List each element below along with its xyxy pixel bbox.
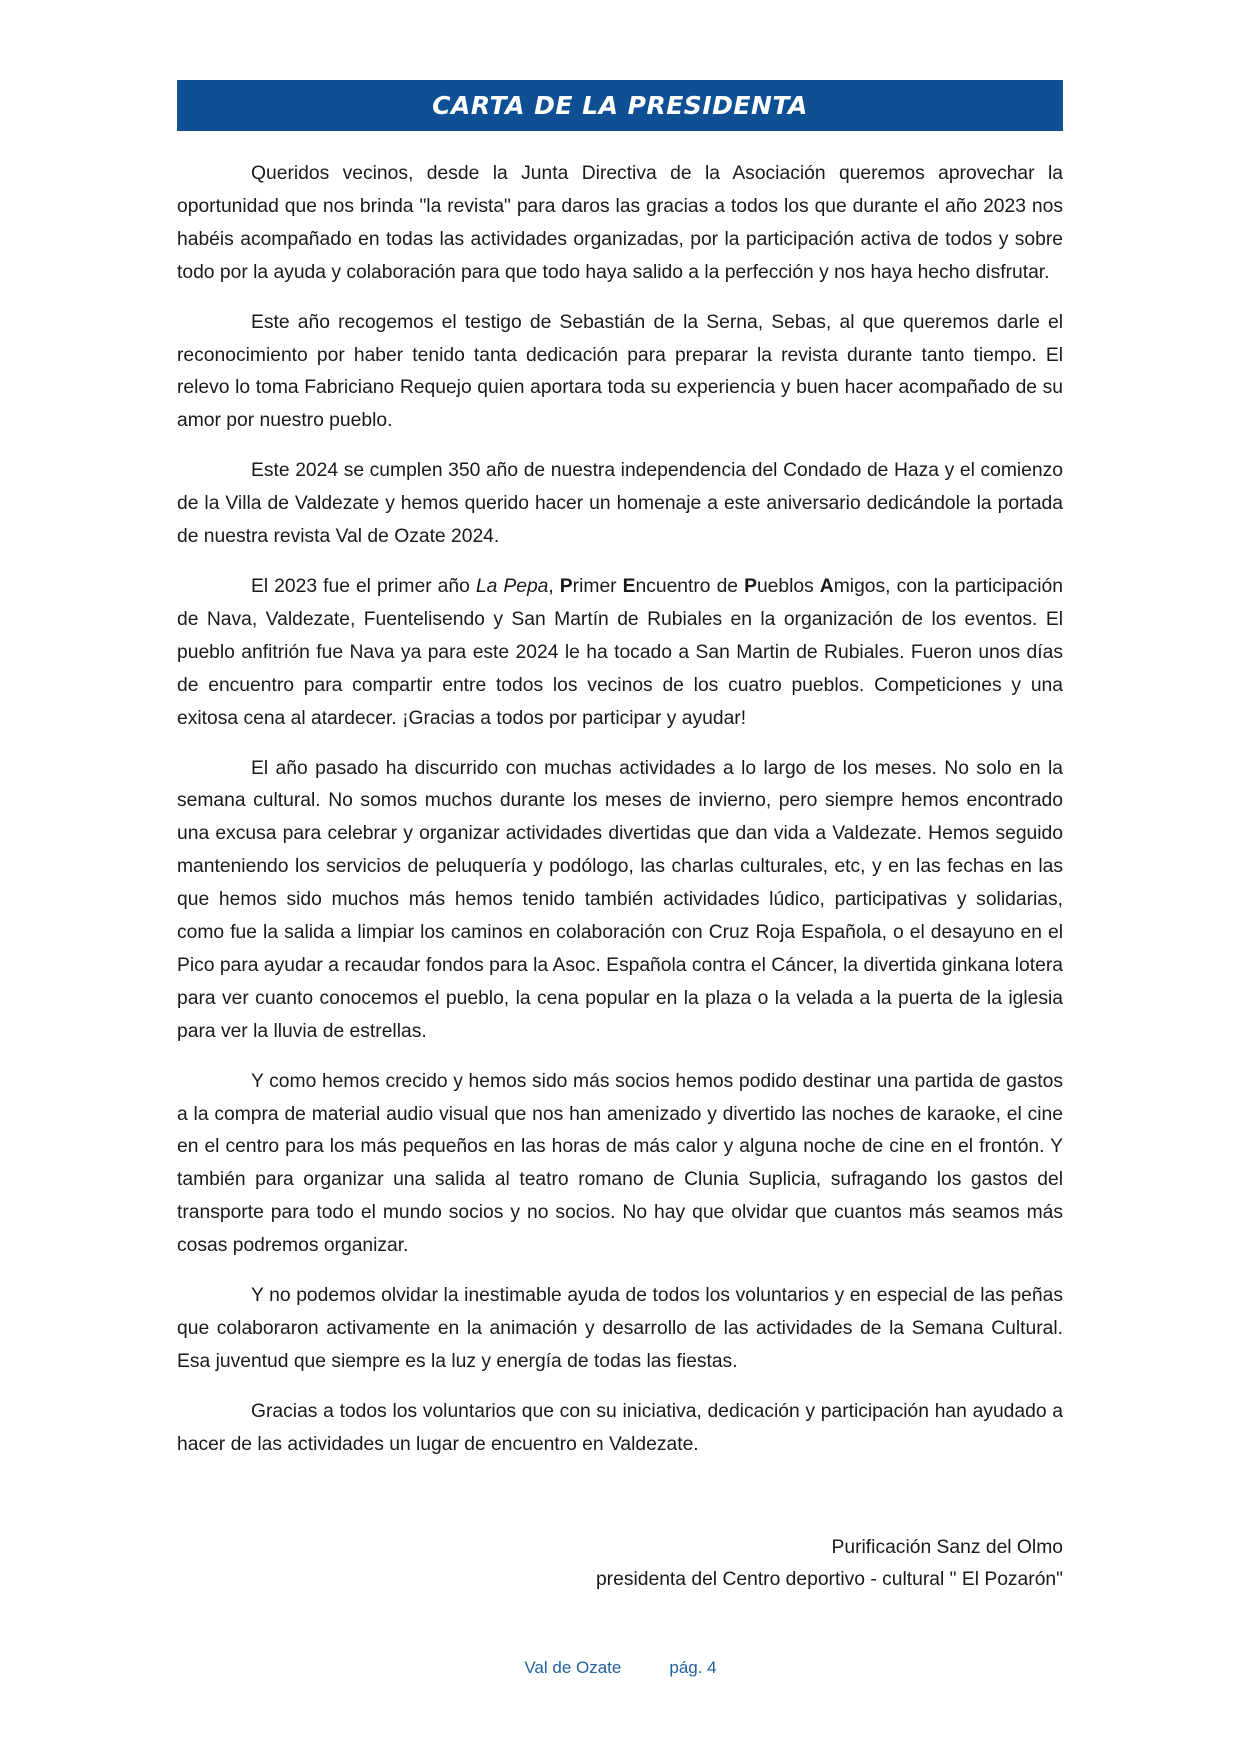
paragraph-5: El año pasado ha discurrido con muchas actividades a lo largo de los meses. No solo en la semana cultural. No somos muchos durante los meses de invierno, pero siempre hemos encontrado una excusa para celebrar y organizar actividades divertidas que dan vida a Valdezate. Hemos seguido manteniendo los servicios de peluquería y podólogo, las charlas culturales, etc, y en las fechas en las que hemos sido muchos más hemos tenido también actividades lúdico, participativas y solidarias, como fue la salida a limpiar los caminos en colaboración con Cruz Roja Española, o el desayuno en el Pico para ayudar a recaudar fondos para la Asoc. Española contra el Cáncer, la divertida ginkana lotera para ver cuanto conocemos el pueblo, la cena popular en la plaza o la velada a la puerta de la iglesia para ver la lluvia de estrellas. [177, 757, 1063, 1042]
letter-body [177, 158, 1063, 1479]
acronym-letter-a: A [819, 575, 834, 597]
pepa-intro: El 2023 fue el primer año [251, 575, 476, 597]
pepa-name: La Pepa [475, 575, 549, 597]
page-title: CARTA DE LA PRESIDENTA [432, 91, 808, 120]
paragraph-3: Este 2024 se cumplen 350 año de nuestra independencia del Condado de Haza y el comienzo de la Villa de Valdezate y hemos querido hacer un homenaje a este aniversario dedicándole la portada de nuestra revista Val de Ozate 2024. [177, 460, 1063, 548]
paragraph-7: Y no podemos olvidar la inestimable ayuda de todos los voluntarios y en especial de las peñas que colaboraron activamente en la animación y desarrollo de las actividades de la Semana Cultural. Esa juventud que siempre es la luz y energía de todas las fiestas. [177, 1285, 1063, 1372]
page-footer [0, 1658, 1241, 1678]
footer-page-number: pág. 4 [669, 1658, 717, 1677]
pepa-comma: , [548, 575, 560, 597]
paragraph-1: Queridos vecinos, desde la Junta Directiva de la Asociación queremos aprovechar la oportunidad que nos brinda "la revista" para daros las gracias a todos los que durante el año 2023 nos habéis acompañado en todas las actividades organizadas, por la participación activa de todos y sobre todo por la ayuda y colaboración para que todo haya salido a la perfección y nos haya hecho disfrutar. [177, 163, 1063, 283]
paragraph-6: Y como hemos crecido y hemos sido más socios hemos podido destinar una partida de gastos a la compra de material audio visual que nos han amenizado y divertido las noches de karaoke, el cine en el centro para los más pequeños en las horas de más calor y alguna noche de cine en el frontón. Y también para organizar una salida al teatro romano de Clunia Suplicia, sufragando los gastos del transporte para todo el mundo socios y no socios. No hay que olvidar que cuantos más seamos más cosas podremos organizar. [177, 1070, 1063, 1257]
paragraph-4 [177, 571, 1063, 736]
title-banner [177, 80, 1063, 131]
paragraph-2: Este año recogemos el testigo de Sebastián de la Serna, Sebas, al que queremos darle el reconocimiento por haber tenido tanta dedicación para preparar la revista durante tanto tiempo. El relevo lo toma Fabriciano Requejo quien aportara toda su experiencia y buen hacer acompañado de su amor por nuestro pueblo. [177, 311, 1063, 432]
acronym-letter-p: P [559, 575, 573, 597]
acronym-letter-pu: P [744, 575, 757, 597]
footer-magazine-name: Val de Ozate [524, 1658, 622, 1677]
paragraph-8: Gracias a todos los voluntarios que con su iniciativa, dedicación y participación han ayudado a hacer de las actividades un lugar de encuentro en Valdezate. [177, 1400, 1063, 1455]
acronym-rest-pueblos: ueblos [756, 575, 820, 597]
signature-role: presidenta del Centro deportivo - cultural " El Pozarón" [595, 1569, 1063, 1590]
acronym-rest-encuentro: ncuentro de [635, 575, 745, 597]
signature-block [596, 1532, 1063, 1596]
signature-name: Purificación Sanz del Olmo [831, 1537, 1063, 1558]
acronym-rest-primer: rimer [572, 575, 623, 597]
pepa-rest: , con la participación de Nava, Valdezate, Fuentelisendo y San Martín de Rubiales en la organización de los eventos. El pueblo anfitrión fue Nava ya para este 2024 le ha tocado a San Martin de Rubiales. Fueron unos días de encuentro para compartir entre todos los vecinos de los cuatro pueblos. Competiciones y una exitosa cena al atardecer. ¡Gracias a todos por participar y ayudar! [177, 575, 1063, 729]
acronym-letter-e: E [622, 575, 636, 597]
acronym-rest-amigos: migos [833, 575, 886, 597]
